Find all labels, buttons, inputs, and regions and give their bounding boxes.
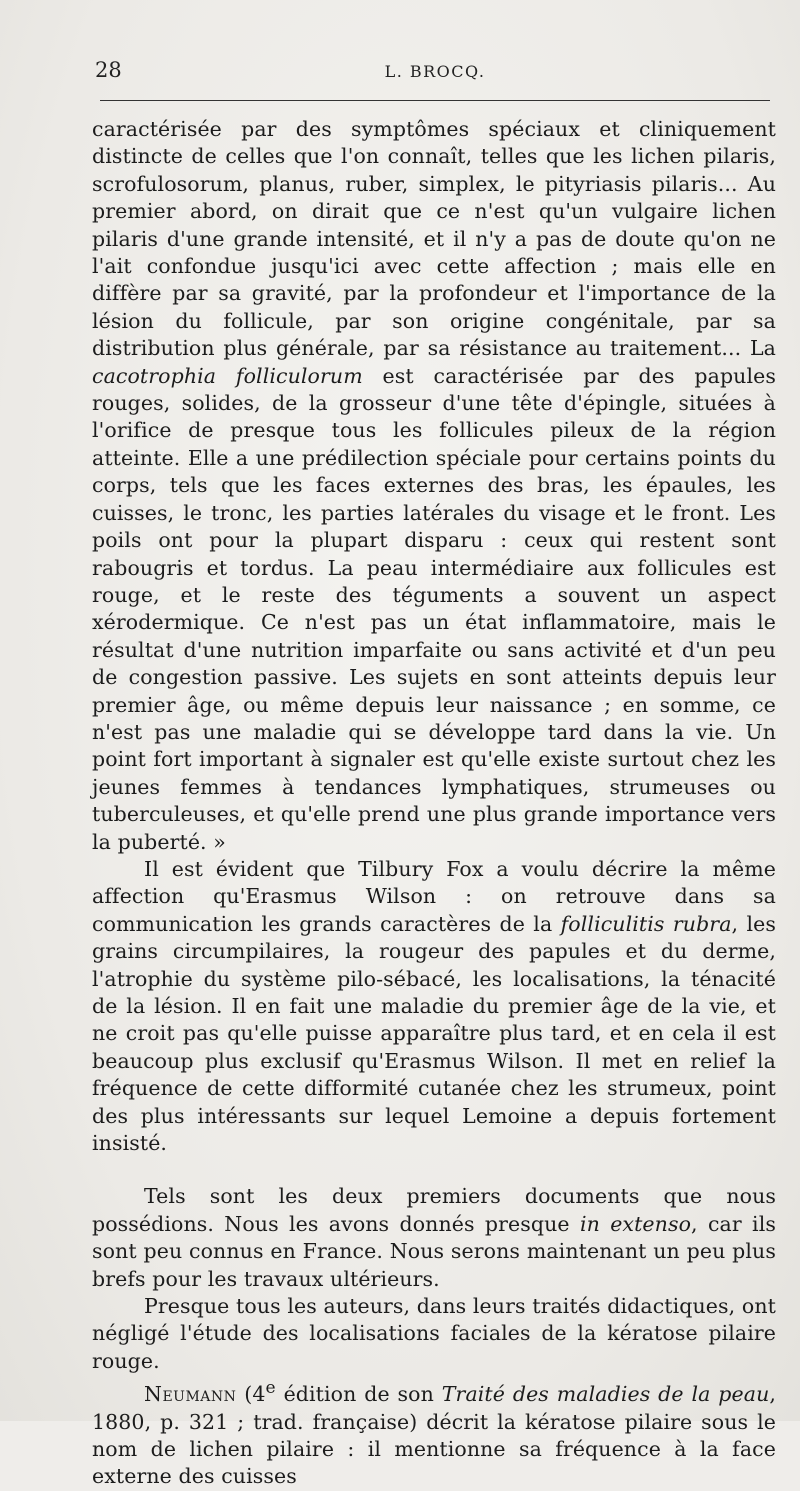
paragraph-3 bbox=[92, 1183, 776, 1293]
page-number: 28 bbox=[95, 58, 122, 82]
paragraph-5-text-b: édition de son bbox=[275, 1382, 442, 1407]
paragraph-5-text-d: , 1880, p. 321 ; trad. française) décrit la kératose pilaire sous le nom de lichen pilaire : il mentionne sa fréquence à la face externe des cuisses bbox=[92, 1382, 777, 1489]
page-header bbox=[95, 58, 775, 88]
paragraph-1-text-a: caractérisée par des symptômes spéciaux et cliniquement distincte de celles que l'on connaît, telles que les lichen pilaris, scrofulosorum, planus, ruber, simplex, le pityriasis pilaris... Au premier abord, on dirait que ce n'est qu'un vulgaire lichen pilaris d'une grande intensité, et il n'y a pas de doute qu'on ne l'ait confondue jusqu'ici avec cette affection ; mais elle en diffère par sa gravité, par la profondeur et l'importance de la lésion du follicule, par son origine congénitale, par sa distribution plus générale, par sa résistance au traitement... La bbox=[92, 117, 776, 361]
paragraph-2-text-a: Il est évident que Tilbury Fox a voulu décrire la même affection qu'Erasmus Wilson : on retrouve dans sa communication les grands caractères de la bbox=[92, 856, 776, 936]
paragraph-4-text-a: Presque tous les auteurs, dans leurs traités didactiques, ont négligé l'étude des localisations faciales de la kératose pilaire rouge. bbox=[92, 1294, 776, 1373]
paragraph-4 bbox=[92, 1293, 776, 1375]
body-text bbox=[92, 116, 776, 1491]
paragraph-2-italic-term: folliculitis rubra bbox=[560, 911, 732, 936]
paragraph-1-text-c: est caractérisée par des papules rouges, solides, de la grosseur d'une tête d'épingle, situées à l'orifice de presque tous les follicules pileux de la région atteinte. Elle a une prédilection spéciale pour certains points du corps, tels que les faces externes des bras, les épaules, les cuisses, le tronc, les parties latérales du visage et le front. Les poils ont pour la plupart disparu : ceux qui restent sont rabougris et tordus. La peau intermédiaire aux follicules est rouge, et le reste des téguments a souvent un aspect xérodermique. Ce n'est pas un état inflammatoire, mais le résultat d'une nutrition imparfaite ou sans activité et d'un peu de congestion passive. Les sujets en sont atteints depuis leur premier âge, ou même depuis leur naissance ; en somme, ce n'est pas une maladie qui se développe tard dans la vie. Un point fort important à signaler est qu'elle existe surtout chez les jeunes femmes à tendances lymphatiques, strumeuses ou tuberculeuses, et qu'elle prend une plus grande importance vers la puberté. » bbox=[92, 363, 776, 854]
running-head: L. BROCQ. bbox=[384, 62, 486, 81]
paragraph-5 bbox=[92, 1375, 776, 1490]
paragraph-1 bbox=[92, 116, 776, 856]
paragraph-3-text-c: , car ils sont peu connus en France. Nous serons maintenant un peu plus brefs pour les travaux ultérieurs. bbox=[92, 1211, 776, 1291]
paragraph-5-superscript: e bbox=[265, 1378, 276, 1399]
paragraph-5-author: Neumann bbox=[144, 1382, 237, 1407]
paragraph-5-italic-title: Traité des maladies de la peau bbox=[441, 1382, 770, 1407]
paragraph-2-text-c: , les grains circumpilaires, la rougeur des papules et du derme, l'atrophie du système pilo-sébacé, les localisations, la ténacité de la lésion. Il en fait une maladie du premier âge de la vie, et ne croit pas qu'elle puisse apparaître plus tard, et en cela il est beaucoup plus exclusif qu'Erasmus Wilson. Il met en relief la fréquence de cette difformité cutanée chez les strumeux, point des plus intéressants sur lequel Lemoine a depuis fortement insisté. bbox=[92, 911, 776, 1156]
paragraph-3-text-a: Tels sont les deux premiers documents que nous possédions. Nous les avons donnés presque bbox=[92, 1184, 776, 1236]
header-rule bbox=[100, 100, 770, 101]
paragraph-2 bbox=[92, 856, 776, 1157]
paragraph-3-italic-term: in extenso bbox=[579, 1211, 692, 1236]
paragraph-1-italic-term: cacotrophia folliculorum bbox=[92, 363, 363, 388]
paragraph-5-text-a: (4 bbox=[236, 1382, 266, 1407]
